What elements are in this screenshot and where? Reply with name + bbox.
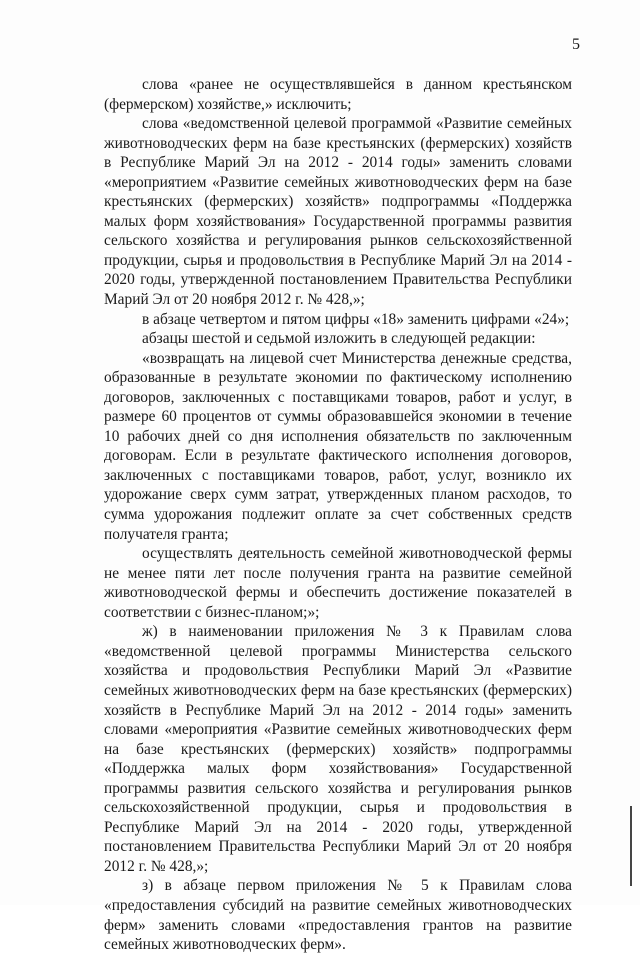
- paragraph-6: осуществлять деятельность семейной животноводческой фермы не менее пяти лет после получения гранта на развитие семейной животноводческой фермы и обеспечить достижение показателей в соответствии с бизнес-планом;»;: [104, 545, 572, 621]
- paragraph-1: слова «ранее не осуществлявшейся в данном крестьянском (фермерском) хозяйстве,» исключить;: [104, 76, 572, 113]
- paragraph-4: абзацы шестой и седьмой изложить в следующей редакции:: [142, 330, 536, 348]
- paragraph-8: з) в абзаце первом приложения № 5 к Правилам слова «предоставления субсидий на развитие семейных животноводческих ферм» заменить словами «предоставления грантов на развитие семейных животноводческих ферм».: [104, 877, 572, 954]
- page-number: 5: [572, 36, 580, 53]
- paragraph-2: слова «ведомственной целевой программой «Развитие семейных животноводческих ферм на базе крестьянских (фермерских) хозяйств в Республике Марий Эл на 2012 - 2014 годы» заменить словами «мероприятием «Развитие семейных животноводческих ферм на базе крестьянских (фермерских) хозяйств» подпрограммы «Поддержка малых форм хозяйствования» Государственной программы развития сельского хозяйства и регулирования рынков сельскохозяйственной продукции, сырья и продовольствия в Республике Марий Эл на 2014 - 2020 годы, утвержденной постановлением Правительства Республики Марий Эл от 20 ноября 2012 г. № 428,»;: [104, 115, 572, 309]
- scan-edge-line: [630, 806, 632, 886]
- paragraph-3: в абзаце четвертом и пятом цифры «18» заменить цифрами «24»;: [142, 310, 570, 328]
- paragraph-7: ж) в наименовании приложения № 3 к Правилам слова «ведомственной целевой программы Министерства сельского хозяйства и продовольствия Республики Марий Эл «Развитие семейных животноводческих ферм на базе крестьянских (фермерских) хозяйств в Республике Марий Эл на 2012 - 2014 годы» заменить словами «мероприятия «Развитие семейных животноводческих ферм на базе крестьянских (фермерских) хозяйств» подпрограммы «Поддержка малых форм хозяйствования» Государственной программы развития сельского хозяйства и регулирования рынков сельскохозяйственной продукции, сырья и продовольствия в Республике Марий Эл на 2014 - 2020 годы, утвержденной постановлением Правительства Республики Марий Эл от 20 ноября 2012 г. № 428,»;: [104, 623, 572, 875]
- document-body: [104, 75, 572, 955]
- paragraph-5: «возвращать на лицевой счет Министерства денежные средства, образованные в результате экономии по фактическому исполнению договоров, заключенных с поставщиками товаров, работ и услуг, в размере 60 процентов от суммы образовавшейся экономии в течение 10 рабочих дней со дня исполнения обязательств по заключенным договорам. Если в результате фактического исполнения договоров, заключенных с поставщиками товаров, работ, услуг, возникло их удорожание сверх сумм затрат, утвержденных планом расходов, то сумма удорожания подлежит оплате за счет собственных средств получателя гранта;: [104, 349, 572, 543]
